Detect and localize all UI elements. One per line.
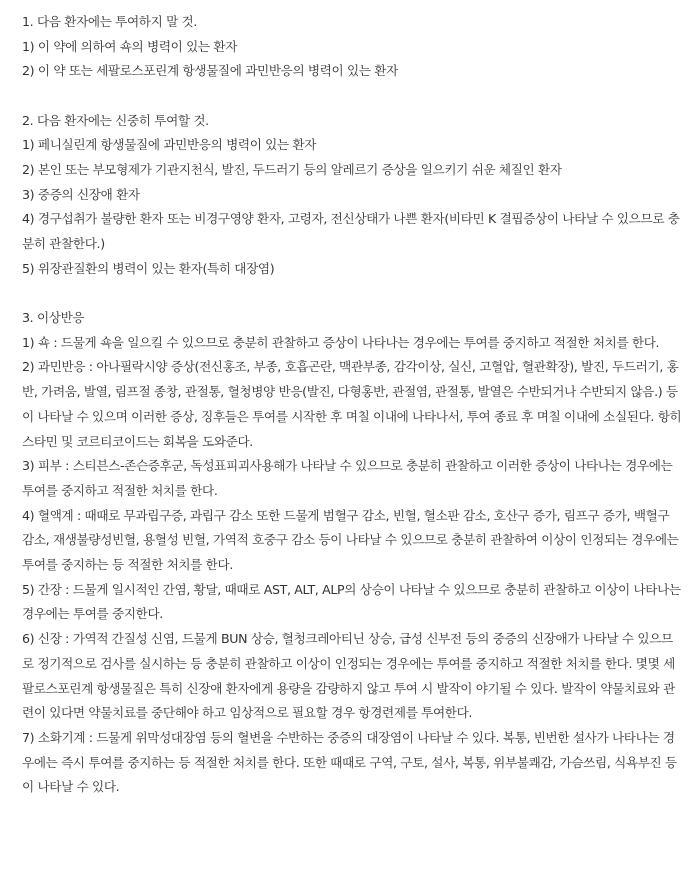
document-body	[22, 10, 684, 800]
list-item: 5) 간장 : 드물게 일시적인 간염, 황달, 때때로 AST, ALT, ALP의 상승이 나타날 수 있으므로 충분히 관찰하고 이상이 나타나는 경우에는 투여를 중지한다.	[22, 581, 681, 622]
section-heading: 2. 다음 환자에는 신중히 투여할 것.	[22, 112, 209, 128]
list-item: 1) 쇽 : 드물게 쇽을 일으킬 수 있으므로 충분히 관찰하고 증상이 나타나는 경우에는 투여를 중지하고 적절한 처치를 한다.	[22, 334, 660, 350]
list-item: 2) 이 약 또는 세팔로스포린계 항생물질에 과민반응의 병력이 있는 환자	[22, 63, 398, 79]
section-heading: 1. 다음 환자에는 투여하지 말 것.	[22, 14, 198, 29]
section-heading: 3. 이상반응	[22, 310, 85, 325]
list-item: 7) 소화기계 : 드물게 위막성대장염 등의 혈변을 수반하는 중증의 대장염이 나타날 수 있다. 복통, 빈번한 설사가 나타나는 경우에는 즉시 투여를 중지하는 등 적절한 처치를 한다. 또한 때때로 구역, 구토, 설사, 복통, 위부불쾌감, 가슴쓰림, 식욕부진 등이 나타날 수 있다.	[22, 729, 677, 795]
section-adverse-reactions	[22, 306, 684, 800]
list-item: 2) 본인 또는 부모형제가 기관지천식, 발진, 두드러기 등의 알레르기 증상을 일으키기 쉬운 체질인 환자	[22, 161, 562, 177]
list-item: 4) 혈액계 : 때때로 무과립구증, 과립구 감소 또한 드물게 범혈구 감소, 빈혈, 혈소판 감소, 호산구 증가, 림프구 증가, 백혈구 감소, 재생불량성빈혈, 용혈성 빈혈, 가역적 호중구 감소 등이 나타날 수 있으므로 충분히 관찰하여 이상이 인정되는 경우에는 투여를 중지하는 등 적절한 처치를 한다.	[22, 507, 679, 573]
list-item: 1) 이 약에 의하여 쇽의 병력이 있는 환자	[22, 38, 238, 54]
list-item: 3) 피부 : 스티븐스-존슨증후군, 독성표피괴사용해가 나타날 수 있으므로 충분히 관찰하고 이러한 증상이 나타나는 경우에는 투여를 중지하고 적절한 처치를 한다.	[22, 458, 673, 498]
section-contraindications	[22, 10, 684, 84]
section-precautions	[22, 109, 684, 282]
list-item: 5) 위장관질환의 병력이 있는 환자(특히 대장염)	[22, 260, 275, 276]
list-item: 4) 경구섭취가 불량한 환자 또는 비경구영양 환자, 고령자, 전신상태가 나쁜 환자(비타민 K 결핍증상이 나타날 수 있으므로 충분히 관찰한다.)	[22, 211, 680, 252]
list-item: 1) 페니실린계 항생물질에 과민반응의 병력이 있는 환자	[22, 137, 317, 153]
list-item: 3) 중증의 신장애 환자	[22, 186, 140, 202]
list-item: 2) 과민반응 : 아나필락시양 증상(전신홍조, 부종, 호흡곤란, 맥관부종, 감각이상, 실신, 고혈압, 혈관확장), 발진, 두드러기, 홍반, 가려움, 발열, 림프절 종창, 관절통, 혈청병양 반응(발진, 다형홍반, 관절염, 관절통, 발열은 수반되거나 수반되지 않음.) 등이 나타날 수 있으며 이러한 증상, 징후들은 투여를 시작한 후 며칠 이내에 나타나서, 투여 종료 후 며칠 이내에 소실된다. 항히스타민 및 코르티코이드는 회복을 도와준다.	[22, 359, 682, 449]
list-item: 6) 신장 : 가역적 간질성 신염, 드물게 BUN 상승, 혈청크레아티닌 상승, 급성 신부전 등의 중증의 신장애가 나타날 수 있으므로 정기적으로 검사를 실시하는 등 충분히 관찰하고 이상이 인정되는 경우에는 투여를 중지하고 적절한 처치를 한다. 몇몇 세팔로스포린계 항생물질은 특히 신장애 환자에게 용량을 감량하지 않고 투여 시 발작이 야기될 수 있다. 발작이 약물치료와 관련이 있다면 약물치료를 중단해야 하고 임상적으로 필요할 경우 항경련제를 투여한다.	[22, 631, 675, 721]
